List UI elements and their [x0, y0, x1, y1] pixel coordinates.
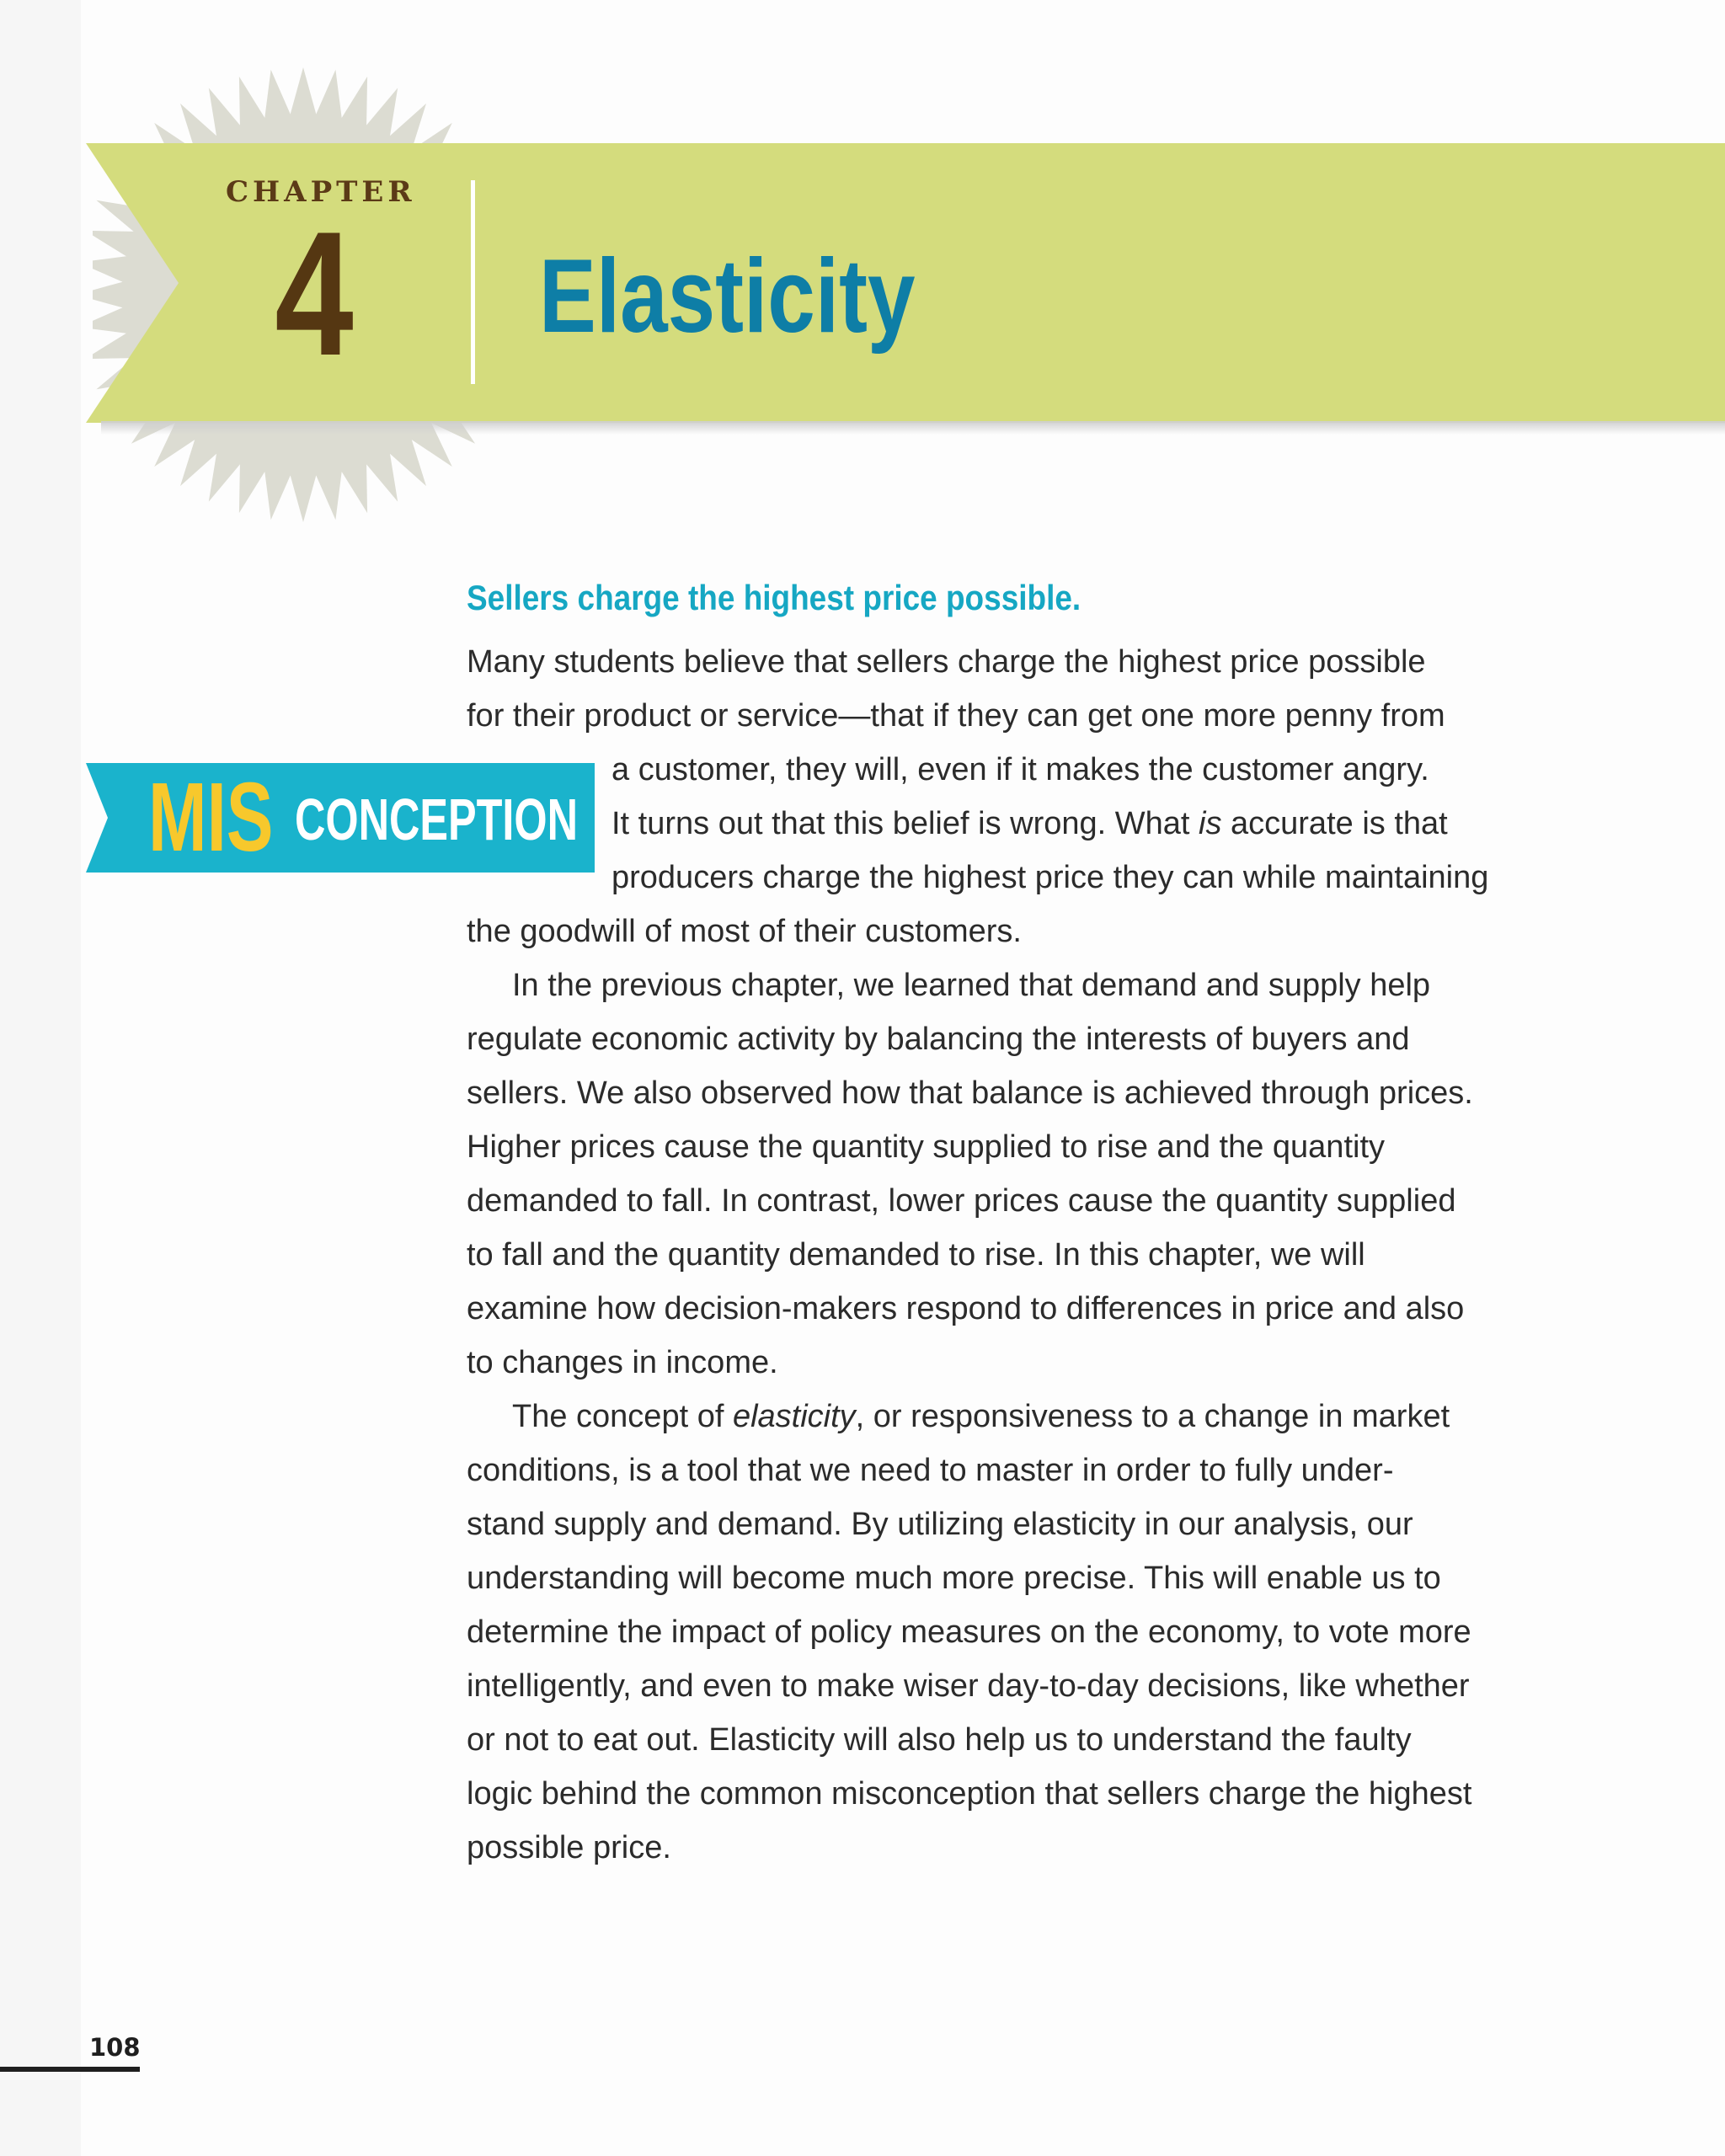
chapter-label: CHAPTER	[226, 175, 416, 209]
text-line: to fall and the quantity demanded to rise. In this chapter, we will	[467, 1237, 1365, 1273]
body-text	[467, 635, 1519, 1875]
text-line: Higher prices cause the quantity supplied to rise and the quantity	[467, 1129, 1385, 1165]
text-line: or not to eat out. Elasticity will also help us to understand the faulty	[467, 1722, 1412, 1758]
text-line: In the previous chapter, we learned that demand and supply help	[512, 968, 1431, 1003]
text-line: sellers. We also observed how that balance is achieved through prices.	[467, 1075, 1473, 1111]
misconception-heading: Sellers charge the highest price possible.	[467, 578, 1081, 617]
text-line: logic behind the common misconception that sellers charge the highest	[467, 1776, 1472, 1812]
text-line: possible price.	[467, 1830, 671, 1865]
page-number: 108	[89, 2033, 141, 2062]
text-line	[467, 1390, 1519, 1444]
text-line: Many students believe that sellers charge the highest price possible	[467, 644, 1426, 680]
emphasis-elasticity: elasticity	[732, 1399, 856, 1434]
text-line: to changes in income.	[467, 1345, 778, 1380]
chapter-title: Elasticity	[539, 238, 916, 355]
banner-divider	[471, 180, 475, 384]
text-run: accurate is that	[1221, 806, 1448, 841]
text-run: , or responsiveness to a change in market	[855, 1399, 1450, 1434]
text-line: conditions, is a tool that we need to master in order to fully under-	[467, 1453, 1394, 1488]
paragraph-1	[467, 635, 1519, 958]
misconception-suffix: CONCEPTION	[295, 787, 579, 852]
chapter-number: 4	[275, 195, 354, 392]
page-rule	[0, 2067, 140, 2072]
text-line: the goodwill of most of their customers.	[467, 914, 1022, 949]
text-line	[467, 797, 1519, 851]
text-line: a customer, they will, even if it makes the customer angry.	[611, 752, 1429, 787]
text-line: stand supply and demand. By utilizing elasticity in our analysis, our	[467, 1507, 1413, 1542]
text-line: intelligently, and even to make wiser day-to-day decisions, like whether	[467, 1668, 1470, 1704]
paragraph-2	[467, 958, 1519, 1390]
text-line: understanding will become much more precise. This will enable us to	[467, 1561, 1441, 1596]
text-run: It turns out that this belief is wrong. What	[611, 806, 1199, 841]
banner-shadow	[101, 421, 1725, 435]
text-line: demanded to fall. In contrast, lower prices cause the quantity supplied	[467, 1183, 1456, 1219]
paragraph-3	[467, 1390, 1519, 1875]
text-line: examine how decision-makers respond to differences in price and also	[467, 1291, 1465, 1326]
page-left-margin	[0, 0, 81, 2156]
text-line: determine the impact of policy measures on the economy, to vote more	[467, 1614, 1471, 1650]
text-line: for their product or service—that if they can get one more penny from	[467, 698, 1445, 734]
text-line: producers charge the highest price they can while maintaining	[611, 860, 1489, 895]
misconception-prefix: MIS	[148, 762, 274, 872]
text-run: The concept of	[512, 1399, 733, 1434]
text-line: regulate economic activity by balancing the interests of buyers and	[467, 1022, 1410, 1057]
emphasis-is: is	[1199, 806, 1222, 841]
